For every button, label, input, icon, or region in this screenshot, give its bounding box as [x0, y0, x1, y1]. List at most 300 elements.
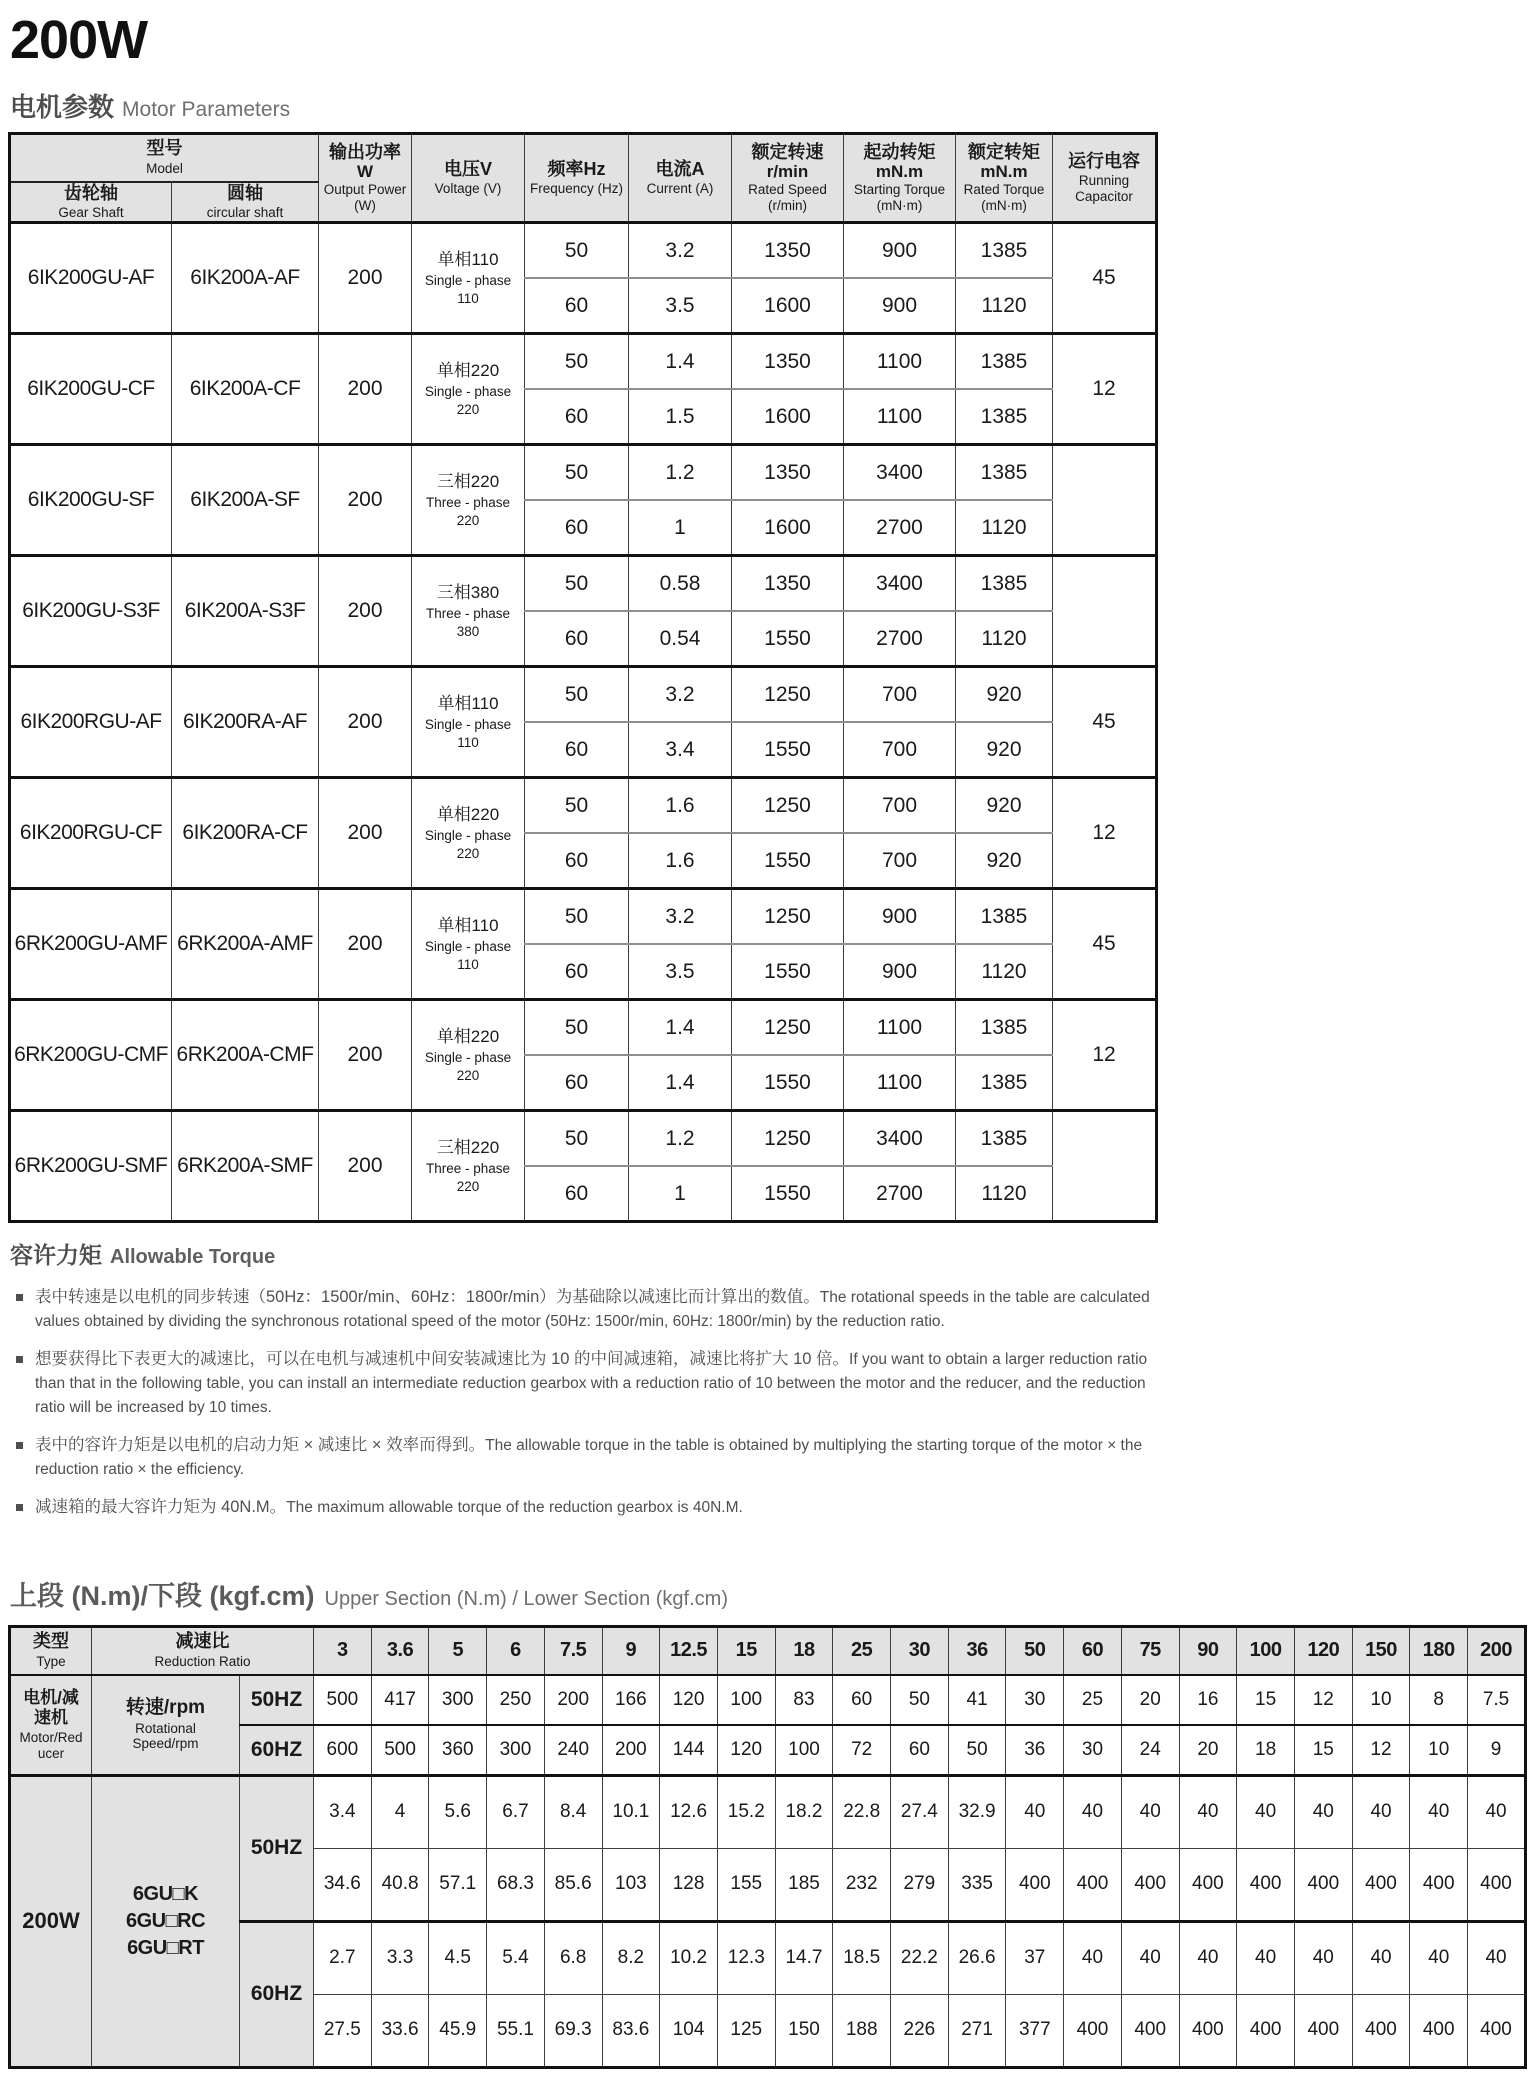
rated-speed-cell: 1250: [732, 1000, 844, 1056]
rated-speed-cell: 1550: [732, 722, 844, 778]
rpm-value-cell: 24: [1121, 1725, 1179, 1776]
rpm-value-cell: 7.5: [1468, 1675, 1526, 1725]
torque-note-text: [35, 1434, 1156, 1482]
header-label-en: Starting Torque (mN·m): [853, 182, 946, 214]
header-label-en: Rated Speed (r/min): [748, 182, 827, 214]
torque-kgfcm-cell: 188: [833, 1994, 891, 2067]
header-label-en: Rated Torque (mN·m): [963, 182, 1045, 214]
hz-label-cell: 60HZ: [240, 1921, 314, 2067]
rpm-value-cell: 600: [314, 1725, 372, 1776]
voltage-en: Single - phase: [424, 828, 512, 844]
type-header-cell: [10, 1626, 92, 1675]
voltage-value: 220: [456, 845, 480, 861]
output-power-cell: 200: [319, 778, 412, 889]
ratio-header-en: Reduction Ratio: [154, 1653, 251, 1669]
ratio-value-header: 3.6: [371, 1626, 429, 1675]
current-cell: 1.4: [629, 1000, 732, 1056]
rated-torque-cell: 920: [956, 667, 1053, 723]
torque-kgfcm-cell: 400: [1237, 1994, 1295, 2067]
frequency-cell: 50: [525, 334, 629, 390]
torque-kgfcm-cell: 400: [1064, 1994, 1122, 2067]
voltage-en: Single - phase: [424, 717, 512, 733]
circular-model-cell: 6IK200RA-AF: [172, 667, 319, 778]
motor-parameters-heading: [10, 87, 1527, 124]
header-unit: W: [356, 162, 374, 182]
gear-model-cell: 6IK200RGU-AF: [10, 667, 172, 778]
circular-model-cell: 6IK200A-SF: [172, 445, 319, 556]
torque-nm-cell: 40: [1410, 1921, 1468, 1994]
rpm-value-cell: 18: [1237, 1725, 1295, 1776]
rpm-value-cell: 30: [1064, 1725, 1122, 1776]
torque-note-text: [35, 1286, 1156, 1334]
frequency-cell: 50: [525, 667, 629, 723]
torque-nm-cell: 40: [1064, 1775, 1122, 1848]
header-label-cn: 额定转矩: [968, 141, 1040, 162]
motor-parameters-heading-en: Motor Parameters: [122, 97, 291, 121]
motor-reducer-en: Motor/Reducer: [19, 1730, 83, 1761]
torque-nm-cell: 40: [1179, 1921, 1237, 1994]
allowable-torque-bullets: [16, 1286, 1156, 1519]
output-power-cell: 200: [319, 1111, 412, 1222]
voltage-cn: 单相220: [436, 1027, 500, 1047]
voltage-cell: [412, 1000, 525, 1111]
running-capacitor-header-cell: [1053, 133, 1157, 223]
rpm-value-cell: 120: [717, 1725, 775, 1776]
header-label-cn: 齿轮轴: [64, 182, 118, 203]
ratio-value-header: 7.5: [544, 1626, 602, 1675]
current-header-cell: [629, 133, 732, 223]
motor-parameters-heading-cn: 电机参数: [10, 91, 115, 122]
circular-model-cell: 6IK200A-S3F: [172, 556, 319, 667]
voltage-cn: 单相110: [437, 694, 499, 714]
ratio-value-header: 30: [891, 1626, 949, 1675]
gear-shaft-header-cell: [10, 182, 172, 223]
header-label-cn: 圆轴: [227, 182, 263, 203]
header-unit: mN.m: [875, 162, 924, 182]
ratio-value-header: 150: [1352, 1626, 1410, 1675]
torque-note-cn: 减速箱的最大容许力矩为 40N.M。: [35, 1497, 287, 1516]
torque-nm-cell: 5.6: [429, 1775, 487, 1848]
torque-nm-cell: 22.8: [833, 1775, 891, 1848]
ratio-value-header: 120: [1294, 1626, 1352, 1675]
starting-torque-header-cell: [844, 133, 956, 223]
red-table-head: [10, 1626, 1526, 1675]
torque-nm-cell: 40: [1121, 1775, 1179, 1848]
voltage-value: 110: [457, 956, 479, 972]
torque-kgfcm-cell: 185: [775, 1848, 833, 1921]
torque-kgfcm-cell: 33.6: [371, 1994, 429, 2067]
torque-nm-cell: 14.7: [775, 1921, 833, 1994]
frequency-cell: 60: [525, 500, 629, 556]
torque-nm-cell: 40: [1179, 1775, 1237, 1848]
torque-note-cn: 想要获得比下表更大的减速比，可以在电机与减速机中间安装减速比为 10 的中间减速箱，减速比将扩大 10 倍。: [35, 1350, 850, 1369]
hz-label-cell: 50HZ: [240, 1775, 314, 1921]
header-label-cn: 起动转矩: [863, 141, 936, 162]
rpm-value-cell: 240: [544, 1725, 602, 1776]
ratio-value-header: 75: [1121, 1626, 1179, 1675]
torque-kgfcm-cell: 400: [1006, 1848, 1064, 1921]
rated-torque-cell: 1120: [956, 611, 1053, 667]
frequency-cell: 60: [525, 611, 629, 667]
voltage-cell: [412, 223, 525, 334]
torque-kgfcm-cell: 226: [891, 1994, 949, 2067]
frequency-cell: 50: [525, 1111, 629, 1167]
rated-speed-cell: 1250: [732, 778, 844, 834]
motor-row-50hz: [10, 1000, 1157, 1056]
gearbox-model: 6GU□RC: [125, 1909, 206, 1932]
torque-kgfcm-cell: 69.3: [544, 1994, 602, 2067]
voltage-cell: [412, 334, 525, 445]
torque-kgfcm-cell: 103: [602, 1848, 660, 1921]
torque-kgfcm-cell: 400: [1121, 1848, 1179, 1921]
torque-nm-cell: 6.7: [487, 1775, 545, 1848]
header-label-en: Running Capacitor: [1075, 173, 1133, 205]
torque-table-heading-en: Upper Section (N.m) / Lower Section (kgf.cm): [324, 1587, 728, 1610]
torque-row-50hz-nm: [10, 1775, 1526, 1848]
capacitor-cell: 45: [1053, 889, 1157, 1000]
rated-torque-cell: 1385: [956, 1055, 1053, 1111]
torque-nm-cell: 18.5: [833, 1921, 891, 1994]
header-unit: r/min: [766, 162, 809, 182]
rated-speed-cell: 1550: [732, 611, 844, 667]
header-label-cn: 频率Hz: [547, 158, 606, 179]
torque-kgfcm-cell: 150: [775, 1994, 833, 2067]
ratio-value-header: 100: [1237, 1626, 1295, 1675]
voltage-cn: 单相220: [436, 361, 500, 381]
rpm-value-cell: 12: [1352, 1725, 1410, 1776]
rated-speed-cell: 1550: [732, 833, 844, 889]
rated-speed-cell: 1250: [732, 667, 844, 723]
capacitor-cell: 45: [1053, 667, 1157, 778]
rated-speed-cell: 1550: [732, 1055, 844, 1111]
rated-speed-cell: 1600: [732, 278, 844, 334]
torque-kgfcm-cell: 400: [1179, 1848, 1237, 1921]
torque-kgfcm-cell: 400: [1410, 1848, 1468, 1921]
gear-model-cell: 6RK200GU-AMF: [10, 889, 172, 1000]
rated-torque-header-cell: [956, 133, 1053, 223]
hz-label-cell: 60HZ: [240, 1725, 314, 1776]
torque-nm-cell: 10.2: [660, 1921, 718, 1994]
torque-kgfcm-cell: 83.6: [602, 1994, 660, 2067]
motor-table-head: [10, 133, 1157, 223]
torque-nm-cell: 2.7: [314, 1921, 372, 1994]
voltage-cn: 单相220: [436, 805, 500, 825]
frequency-cell: 60: [525, 1166, 629, 1222]
motor-reducer-cell: [10, 1675, 92, 1776]
gear-model-cell: 6RK200GU-SMF: [10, 1111, 172, 1222]
bullet-square-icon: [16, 1356, 23, 1363]
rpm-value-cell: 50: [948, 1725, 1006, 1776]
ratio-header-cn: 减速比: [175, 1631, 230, 1652]
rated-torque-cell: 1385: [956, 1000, 1053, 1056]
output-power-cell: 200: [319, 223, 412, 334]
circular-shaft-header-cell: [172, 182, 319, 223]
header-label-en: Output Power (W): [323, 182, 407, 214]
rated-speed-cell: 1250: [732, 889, 844, 945]
ratio-value-header: 180: [1410, 1626, 1468, 1675]
model-header-cell: [10, 133, 319, 182]
voltage-value: 380: [456, 623, 480, 639]
ratio-value-header: 25: [833, 1626, 891, 1675]
gearbox-models-cell: [92, 1775, 240, 2067]
starting-torque-cell: 3400: [844, 445, 956, 501]
voltage-en: Three - phase: [425, 1161, 511, 1177]
torque-kgfcm-cell: 40.8: [371, 1848, 429, 1921]
rated-torque-cell: 1385: [956, 223, 1053, 279]
rated-torque-cell: 1385: [956, 889, 1053, 945]
page-title: 200W: [10, 10, 148, 70]
torque-nm-cell: 40: [1064, 1921, 1122, 1994]
torque-nm-cell: 18.2: [775, 1775, 833, 1848]
rpm-value-cell: 30: [1006, 1675, 1064, 1725]
current-cell: 3.4: [629, 722, 732, 778]
frequency-cell: 50: [525, 1000, 629, 1056]
voltage-en: Single - phase: [424, 273, 512, 289]
starting-torque-cell: 700: [844, 833, 956, 889]
ratio-value-header: 60: [1064, 1626, 1122, 1675]
torque-nm-cell: 3.4: [314, 1775, 372, 1848]
torque-nm-cell: 40: [1410, 1775, 1468, 1848]
torque-note-cn: 表中转速是以电机的同步转速（50Hz：1500r/min、60Hz：1800r/min）为基础除以减速比而计算出的数值。: [35, 1288, 820, 1307]
current-cell: 1.4: [629, 334, 732, 390]
model-header-en: Model: [146, 161, 183, 177]
rated-torque-cell: 920: [956, 778, 1053, 834]
torque-nm-cell: 5.4: [487, 1921, 545, 1994]
frequency-cell: 60: [525, 833, 629, 889]
torque-kgfcm-cell: 400: [1121, 1994, 1179, 2067]
voltage-value: 220: [456, 1178, 480, 1194]
torque-nm-cell: 40: [1468, 1775, 1526, 1848]
starting-torque-cell: 1100: [844, 334, 956, 390]
circular-model-cell: 6RK200A-SMF: [172, 1111, 319, 1222]
rpm-value-cell: 20: [1121, 1675, 1179, 1725]
torque-nm-cell: 15.2: [717, 1775, 775, 1848]
starting-torque-cell: 2700: [844, 1166, 956, 1222]
header-label-en: Current (A): [646, 181, 714, 197]
header-label-cn: 电压V: [443, 158, 492, 179]
ratio-value-header: 200: [1468, 1626, 1526, 1675]
model-header-cn: 型号: [146, 138, 183, 159]
circular-model-cell: 6IK200RA-CF: [172, 778, 319, 889]
voltage-en: Single - phase: [424, 384, 512, 400]
voltage-cn: 三相220: [436, 472, 500, 492]
rated-torque-cell: 1120: [956, 500, 1053, 556]
starting-torque-cell: 3400: [844, 556, 956, 612]
torque-kgfcm-cell: 232: [833, 1848, 891, 1921]
capacitor-cell: [1053, 1111, 1157, 1222]
rated-torque-cell: 1385: [956, 389, 1053, 445]
frequency-cell: 50: [525, 889, 629, 945]
rpm-value-cell: 200: [544, 1675, 602, 1725]
torque-note: [16, 1496, 1156, 1520]
ratio-value-header: 36: [948, 1626, 1006, 1675]
current-cell: 1.5: [629, 389, 732, 445]
voltage-cell: [412, 889, 525, 1000]
current-cell: 3.2: [629, 223, 732, 279]
current-cell: 0.58: [629, 556, 732, 612]
voltage-cell: [412, 1111, 525, 1222]
torque-kgfcm-cell: 57.1: [429, 1848, 487, 1921]
torque-nm-cell: 3.3: [371, 1921, 429, 1994]
torque-kgfcm-cell: 400: [1352, 1848, 1410, 1921]
hz-label-cell: 50HZ: [240, 1675, 314, 1725]
output-power-cell: 200: [319, 889, 412, 1000]
torque-kgfcm-cell: 155: [717, 1848, 775, 1921]
gear-model-cell: 6IK200GU-AF: [10, 223, 172, 334]
current-cell: 1: [629, 1166, 732, 1222]
gear-model-cell: 6IK200GU-CF: [10, 334, 172, 445]
rpm-value-cell: 200: [602, 1725, 660, 1776]
torque-nm-cell: 4.5: [429, 1921, 487, 1994]
torque-nm-cell: 4: [371, 1775, 429, 1848]
gear-model-cell: 6IK200RGU-CF: [10, 778, 172, 889]
torque-nm-cell: 6.8: [544, 1921, 602, 1994]
starting-torque-cell: 700: [844, 778, 956, 834]
header-label-en: Gear Shaft: [58, 205, 124, 221]
motor-row-50hz: [10, 889, 1157, 945]
rated-speed-cell: 1550: [732, 944, 844, 1000]
frequency-header-cell: [525, 133, 629, 223]
torque-table-heading: [10, 1574, 1527, 1613]
torque-kgfcm-cell: 335: [948, 1848, 1006, 1921]
voltage-value: 220: [456, 1067, 480, 1083]
rpm-value-cell: 50: [891, 1675, 949, 1725]
gearbox-model: 6GU□RT: [127, 1936, 204, 1959]
header-unit: mN.m: [980, 162, 1028, 182]
voltage-cell: [412, 556, 525, 667]
motor-row-50hz: [10, 223, 1157, 279]
torque-kgfcm-cell: 104: [660, 1994, 718, 2067]
current-cell: 3.2: [629, 889, 732, 945]
rpm-value-cell: 83: [775, 1675, 833, 1725]
torque-kgfcm-cell: 400: [1468, 1994, 1526, 2067]
ratio-value-header: 15: [717, 1626, 775, 1675]
torque-note-cn: 表中的容许力矩是以电机的启动力矩 × 减速比 × 效率而得到。: [35, 1435, 486, 1454]
header-label-cn: 电流A: [655, 158, 705, 179]
rated-speed-cell: 1350: [732, 334, 844, 390]
rpm-value-cell: 100: [717, 1675, 775, 1725]
torque-kgfcm-cell: 45.9: [429, 1994, 487, 2067]
voltage-en: Three - phase: [425, 495, 511, 511]
current-cell: 1: [629, 500, 732, 556]
torque-nm-cell: 40: [1237, 1775, 1295, 1848]
gear-model-cell: 6IK200GU-S3F: [10, 556, 172, 667]
current-cell: 3.2: [629, 667, 732, 723]
torque-kgfcm-cell: 400: [1352, 1994, 1410, 2067]
type-header-cn: 类型: [33, 1631, 69, 1652]
starting-torque-cell: 1100: [844, 1055, 956, 1111]
rated-torque-cell: 1120: [956, 278, 1053, 334]
torque-note-en: The maximum allowable torque of the reduction gearbox is 40N.M.: [286, 1498, 743, 1516]
motor-row-50hz: [10, 778, 1157, 834]
voltage-header-cell: [412, 133, 525, 223]
rated-speed-cell: 1250: [732, 1111, 844, 1167]
capacitor-cell: [1053, 445, 1157, 556]
rated-speed-cell: 1600: [732, 389, 844, 445]
ratio-value-header: 9: [602, 1626, 660, 1675]
starting-torque-cell: 900: [844, 944, 956, 1000]
allowable-torque-heading-cn: 容许力矩: [10, 1242, 102, 1269]
torque-nm-cell: 32.9: [948, 1775, 1006, 1848]
rpm-value-cell: 60: [891, 1725, 949, 1776]
torque-kgfcm-cell: 279: [891, 1848, 949, 1921]
output-power-cell: 200: [319, 445, 412, 556]
ratio-value-header: 18: [775, 1626, 833, 1675]
rpm-value-cell: 100: [775, 1725, 833, 1776]
allowable-torque-heading: [10, 1237, 1527, 1270]
motor-row-50hz: [10, 556, 1157, 612]
torque-note: [16, 1434, 1156, 1482]
ratio-value-header: 3: [314, 1626, 372, 1675]
motor-parameters-table: [8, 132, 1158, 1224]
torque-nm-cell: 8.4: [544, 1775, 602, 1848]
torque-nm-cell: 40: [1352, 1921, 1410, 1994]
torque-kgfcm-cell: 400: [1064, 1848, 1122, 1921]
torque-table-heading-cn: 上段 (N.m)/下段 (kgf.cm): [10, 1580, 315, 1611]
current-cell: 1.2: [629, 445, 732, 501]
starting-torque-cell: 1100: [844, 1000, 956, 1056]
starting-torque-cell: 900: [844, 889, 956, 945]
rpm-value-cell: 8: [1410, 1675, 1468, 1725]
torque-nm-cell: 40: [1121, 1921, 1179, 1994]
torque-note: [16, 1286, 1156, 1334]
header-label-cn: 额定转速: [751, 141, 824, 162]
torque-nm-cell: 12.3: [717, 1921, 775, 1994]
allowable-torque-heading-en: Allowable Torque: [110, 1246, 276, 1269]
rated-torque-cell: 1120: [956, 944, 1053, 1000]
capacitor-cell: 12: [1053, 334, 1157, 445]
motor-row-50hz: [10, 445, 1157, 501]
rpm-value-cell: 41: [948, 1675, 1006, 1725]
rpm-value-cell: 12: [1294, 1675, 1352, 1725]
torque-nm-cell: 8.2: [602, 1921, 660, 1994]
frequency-cell: 50: [525, 223, 629, 279]
frequency-cell: 50: [525, 556, 629, 612]
motor-row-50hz: [10, 1111, 1157, 1167]
voltage-en: Single - phase: [424, 1050, 512, 1066]
motor-reducer-cn: 电机/减速机: [23, 1687, 79, 1728]
rpm-value-cell: 166: [602, 1675, 660, 1725]
voltage-cn: 三相380: [436, 583, 500, 603]
starting-torque-cell: 1100: [844, 389, 956, 445]
torque-kgfcm-cell: 68.3: [487, 1848, 545, 1921]
voltage-cn: 单相110: [437, 250, 499, 270]
ratio-value-header: 6: [487, 1626, 545, 1675]
current-cell: 1.4: [629, 1055, 732, 1111]
output-power-cell: 200: [319, 667, 412, 778]
header-label-en: Frequency (Hz): [529, 181, 624, 197]
bullet-square-icon: [16, 1442, 23, 1449]
frequency-cell: 50: [525, 445, 629, 501]
capacitor-cell: [1053, 556, 1157, 667]
ratio-value-header: 50: [1006, 1626, 1064, 1675]
capacitor-cell: 45: [1053, 223, 1157, 334]
speed-row-50hz: [10, 1675, 1526, 1725]
rpm-value-cell: 144: [660, 1725, 718, 1776]
torque-nm-cell: 12.6: [660, 1775, 718, 1848]
starting-torque-cell: 700: [844, 722, 956, 778]
torque-note-text: [35, 1496, 743, 1520]
torque-kgfcm-cell: 377: [1006, 1994, 1064, 2067]
rpm-value-cell: 15: [1237, 1675, 1295, 1725]
starting-torque-cell: 900: [844, 223, 956, 279]
frequency-cell: 60: [525, 278, 629, 334]
torque-nm-cell: 37: [1006, 1921, 1064, 1994]
voltage-en: Single - phase: [424, 939, 512, 955]
torque-kgfcm-cell: 400: [1294, 1848, 1352, 1921]
frequency-cell: 50: [525, 778, 629, 834]
starting-torque-cell: 3400: [844, 1111, 956, 1167]
